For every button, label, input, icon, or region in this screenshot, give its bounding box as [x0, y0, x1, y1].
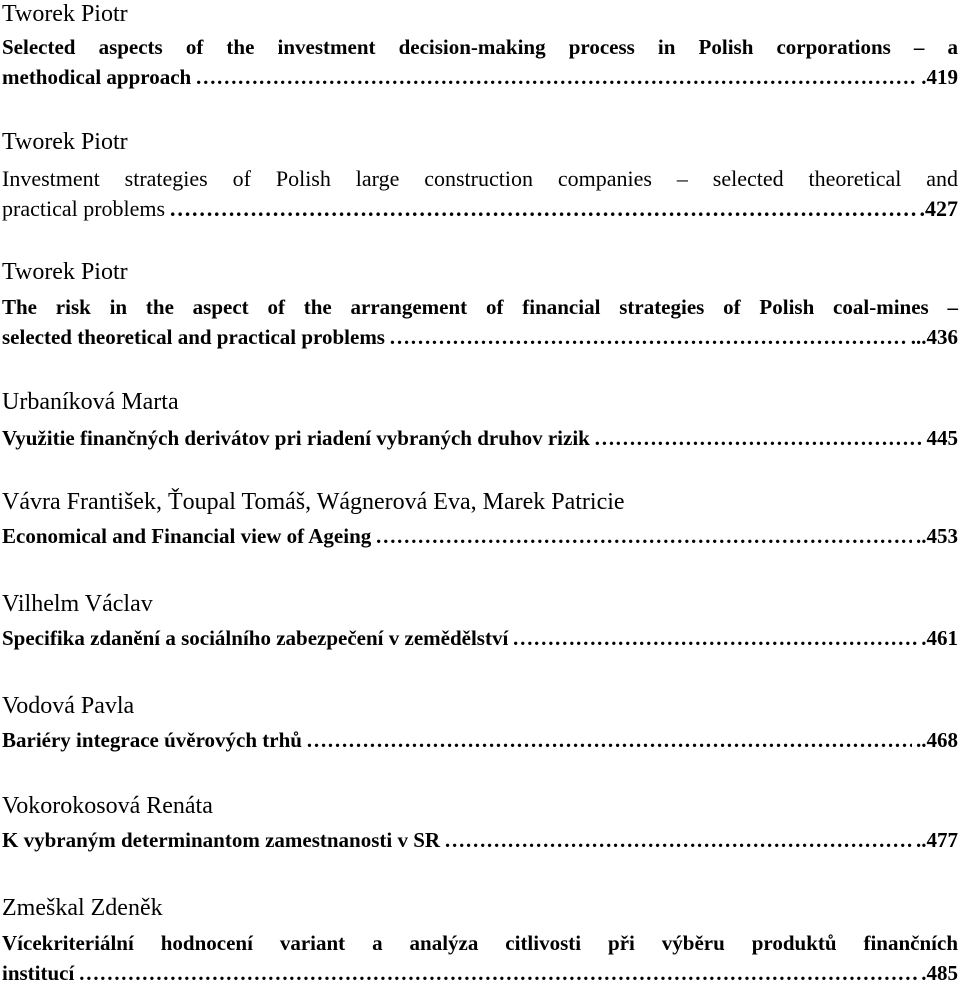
- entry-title-line: practical problems: [2, 196, 166, 221]
- entry-title-lastline: [2, 194, 958, 224]
- entry-page-number[interactable]: .461: [921, 626, 958, 650]
- entry-title-lastline: [2, 728, 958, 753]
- dot-leader: [169, 194, 915, 224]
- toc-entry: [2, 488, 958, 549]
- entry-page-number[interactable]: ...436: [910, 325, 958, 349]
- entry-title-line: selected theoretical and practical problems: [2, 325, 385, 349]
- entry-page-number[interactable]: .485: [921, 961, 958, 985]
- entry-author: Vilhelm Václav: [2, 591, 153, 617]
- entry-title-line: Economical and Financial view of Ageing: [2, 524, 372, 548]
- dot-leader: [389, 322, 907, 352]
- entry-title: [2, 728, 958, 753]
- entry-title-line: Specifika zdanění a sociálního zabezpečení v zemědělství: [2, 626, 509, 650]
- entry-page-number[interactable]: ..453: [916, 524, 958, 548]
- entry-title-line: Selected aspects of the investment decision-making process in Polish corporations – a: [2, 35, 958, 59]
- entry-author: Tworek Piotr: [2, 1, 128, 27]
- dot-leader: [195, 62, 917, 92]
- entry-title-lastline: [2, 524, 958, 549]
- entry-page-number[interactable]: .427: [919, 196, 958, 221]
- entry-title-line: Investment strategies of Polish large construction companies – selected theoretical and: [2, 166, 958, 191]
- entry-author: Tworek Piotr: [2, 259, 128, 285]
- entry-page-number[interactable]: .419: [921, 65, 958, 89]
- entry-title-lastline: [2, 426, 958, 451]
- entry-author: Zmeškal Zdeněk: [2, 895, 163, 921]
- entry-title-line: Bariéry integrace úvěrových trhů: [2, 728, 302, 752]
- toc-entry: [2, 388, 958, 451]
- entry-author: Vodová Pavla: [2, 693, 135, 719]
- entry-title-lastline: [2, 828, 958, 853]
- toc-entry: [2, 894, 958, 988]
- toc-entry: [2, 590, 958, 651]
- entry-title-lastline: [2, 62, 958, 92]
- entry-title-line: Využitie finančných derivátov pri riadení vybraných druhov rizik: [2, 426, 590, 450]
- entry-author: Vokorokosová Renáta: [2, 793, 213, 819]
- entry-title-line: K vybraným determinantom zamestnanosti v SR: [2, 828, 441, 852]
- entry-title: [2, 928, 958, 988]
- entry-title: [2, 292, 958, 352]
- entry-title-line: institucí: [2, 961, 75, 985]
- toc-entry: [2, 0, 958, 92]
- entry-page-number[interactable]: ..468: [916, 728, 958, 752]
- entry-title: [2, 626, 958, 651]
- entry-author: Urbaníková Marta: [2, 389, 179, 415]
- entry-title-line: methodical approach: [2, 65, 192, 89]
- dot-leader: [375, 524, 912, 549]
- entry-title: [2, 426, 958, 451]
- toc-entry: [2, 792, 958, 853]
- entry-page-number[interactable]: 445: [926, 426, 958, 450]
- dot-leader: [512, 626, 917, 651]
- entry-title-line: Vícekriteriální hodnocení variant a analýza citlivosti při výběru produktů finančních: [2, 931, 958, 955]
- entry-title: [2, 828, 958, 853]
- dot-leader: [594, 426, 923, 451]
- dot-leader: [444, 828, 912, 853]
- dot-leader: [306, 728, 912, 753]
- toc-entry: [2, 128, 958, 224]
- entry-page-number[interactable]: ..477: [916, 828, 958, 852]
- entry-title-line: The risk in the aspect of the arrangement of financial strategies of Polish coal-mines –: [2, 295, 958, 319]
- entry-title-lastline: [2, 322, 958, 352]
- entry-title-lastline: [2, 626, 958, 651]
- toc-entry: [2, 258, 958, 352]
- entry-title: [2, 32, 958, 92]
- entry-author: Vávra František, Ťoupal Tomáš, Wágnerová Eva, Marek Patricie: [2, 489, 625, 515]
- entry-title: [2, 524, 958, 549]
- entry-title: [2, 164, 958, 224]
- toc-entry: [2, 692, 958, 753]
- entry-author: Tworek Piotr: [2, 129, 128, 155]
